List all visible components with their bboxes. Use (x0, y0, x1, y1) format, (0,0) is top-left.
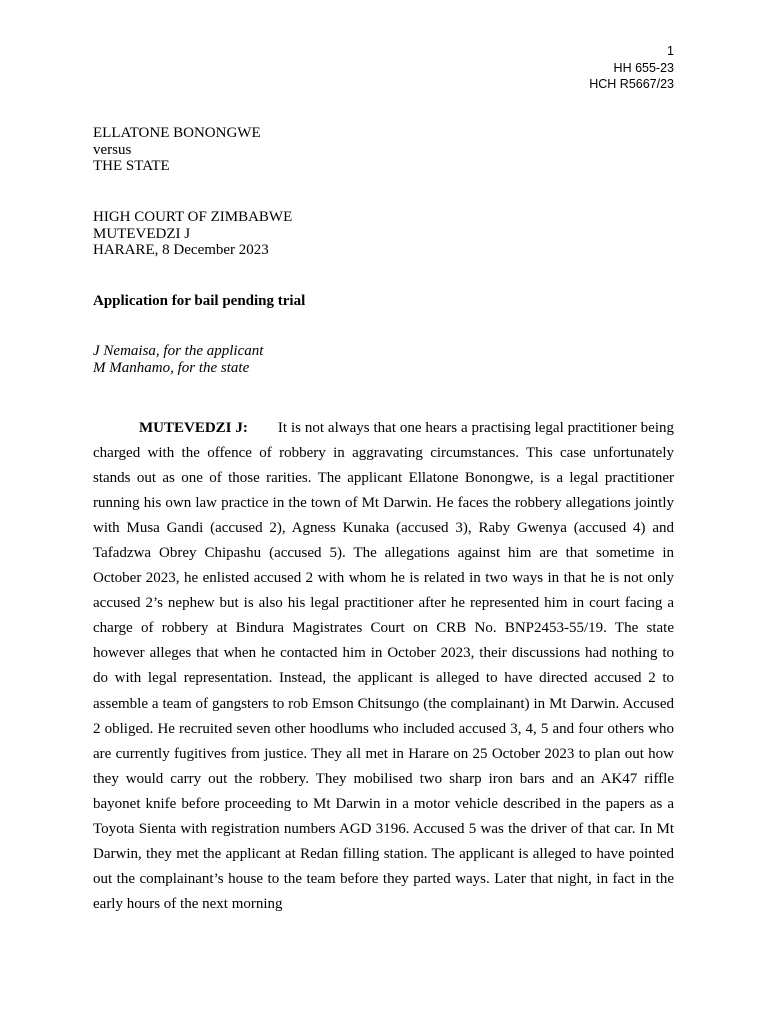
place-and-date: HARARE, 8 December 2023 (93, 242, 269, 258)
judgment-paragraph (93, 416, 674, 917)
case-reference: HH 655-23 (613, 60, 674, 75)
versus-label: versus (93, 141, 132, 158)
court-details (93, 209, 292, 259)
page-header (589, 43, 674, 93)
state-counsel: M Manhamo, for the state (93, 359, 250, 376)
court-name: HIGH COURT OF ZIMBABWE (93, 209, 293, 225)
file-reference: HCH R5667/23 (589, 77, 674, 91)
respondent-name: THE STATE (93, 158, 170, 174)
counsel-list (93, 343, 263, 376)
matter-title: Application for bail pending trial (93, 293, 306, 309)
applicant-name: ELLATONE BONONGWE (93, 125, 261, 141)
case-parties (93, 125, 261, 175)
judgment-text: It is not always that one hears a practising legal practitioner being charged with the offence of robbery in aggravating circumstances. This case unfortunately stands out as one of those rarities. The applicant Ellatone Bonongwe, is a legal practitioner running his own law practice in the town of Mt Darwin. He faces the robbery allegations jointly with Musa Gandi (accused 2), Agness Kunaka (accused 3), Raby Gwenya (accused 4) and Tafadzwa Obrey Chipashu (accused 5). The allegations against him are that sometime in October 2023, he enlisted accused 2 with whom he is related in two ways in that he is not only accused 2’s nephew but is also his legal practitioner after he represented him in court facing a charge of robbery at Bindura Magistrates Court on CRB No. BNP2453-55/19. The state however alleges that when he contacted him in October 2023, their discussions had nothing to do with legal representation. Instead, the applicant is alleged to have directed accused 2 to assemble a team of gangsters to rob Emson Chitsungo (the complainant) in Mt Darwin. Accused 2 obliged. He recruited seven other hoodlums who included accused 3, 4, 5 and four others who are currently fugitives from justice. They all met in Harare on 25 October 2023 to plan out how they would carry out the robbery. They mobilised two sharp iron bars and an AK47 riffle bayonet knife before proceeding to Mt Darwin in a motor vehicle described in the papers as a Toyota Sienta with registration numbers AGD 3196. Accused 5 was the driver of that car. In Mt Darwin, they met the applicant at Redan filling station. The applicant is alleged to have pointed out the complainant’s house to the team before they parted ways. Later that night, in fact in the early hours of the next morning (93, 420, 674, 912)
judge-name: MUTEVEDZI J (93, 225, 191, 242)
page-number: 1 (667, 44, 674, 58)
judgment-judge-label: MUTEVEDZI J: (139, 420, 248, 436)
applicant-counsel: J Nemaisa, for the applicant (93, 343, 264, 359)
